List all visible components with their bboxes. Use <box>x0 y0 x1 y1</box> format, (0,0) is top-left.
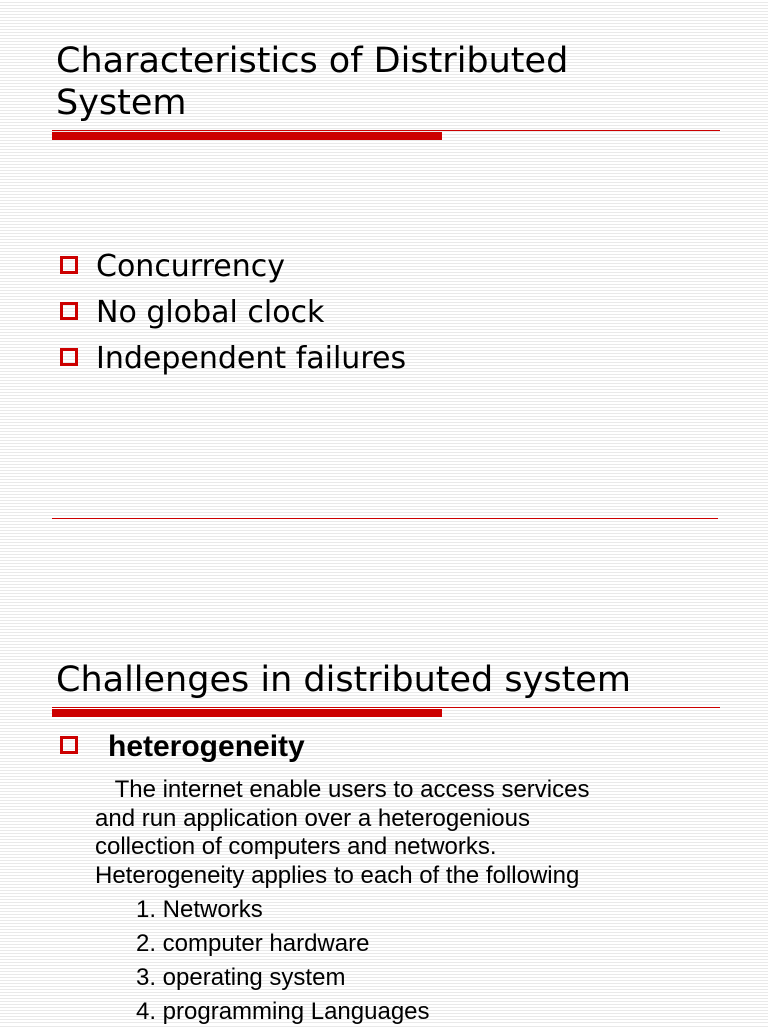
slide-title: Challenges in distributed system <box>56 660 631 700</box>
bullet-item <box>60 246 406 292</box>
hollow-square-bullet-icon <box>60 348 78 366</box>
slide-title-line-2: System <box>56 83 187 123</box>
hollow-square-bullet-icon <box>60 302 78 320</box>
bullet-list <box>60 246 406 384</box>
title-accent-bar <box>52 132 442 140</box>
paragraph-line: collection of computers and networks. <box>95 833 497 860</box>
numbered-list <box>136 893 430 1029</box>
title-rule <box>52 707 720 708</box>
title-rule <box>52 130 720 131</box>
hollow-square-bullet-icon <box>60 256 78 274</box>
paragraph-line: The internet enable users to access services <box>95 776 590 803</box>
slide-separator <box>52 518 718 519</box>
heading-text: heterogeneity <box>108 730 305 763</box>
slide-title <box>56 40 736 124</box>
list-item: 3. operating system <box>136 964 346 991</box>
body-paragraph <box>95 776 755 890</box>
slide-title-line-1: Characteristics of Distributed <box>56 41 569 81</box>
title-accent-bar <box>52 709 442 717</box>
bullet-text: Independent failures <box>96 341 407 376</box>
hollow-square-bullet-icon <box>60 736 78 754</box>
bullet-text: No global clock <box>96 295 325 330</box>
bullet-item <box>60 338 406 384</box>
list-item: 1. Networks <box>136 896 263 923</box>
bullet-text: Concurrency <box>96 249 286 284</box>
list-item: 4. programming Languages <box>136 998 430 1025</box>
bullet-item <box>60 292 406 338</box>
list-item: 2. computer hardware <box>136 930 370 957</box>
paragraph-line: Heterogeneity applies to each of the following <box>95 861 580 889</box>
paragraph-line: and run application over a heterogenious <box>95 804 530 832</box>
